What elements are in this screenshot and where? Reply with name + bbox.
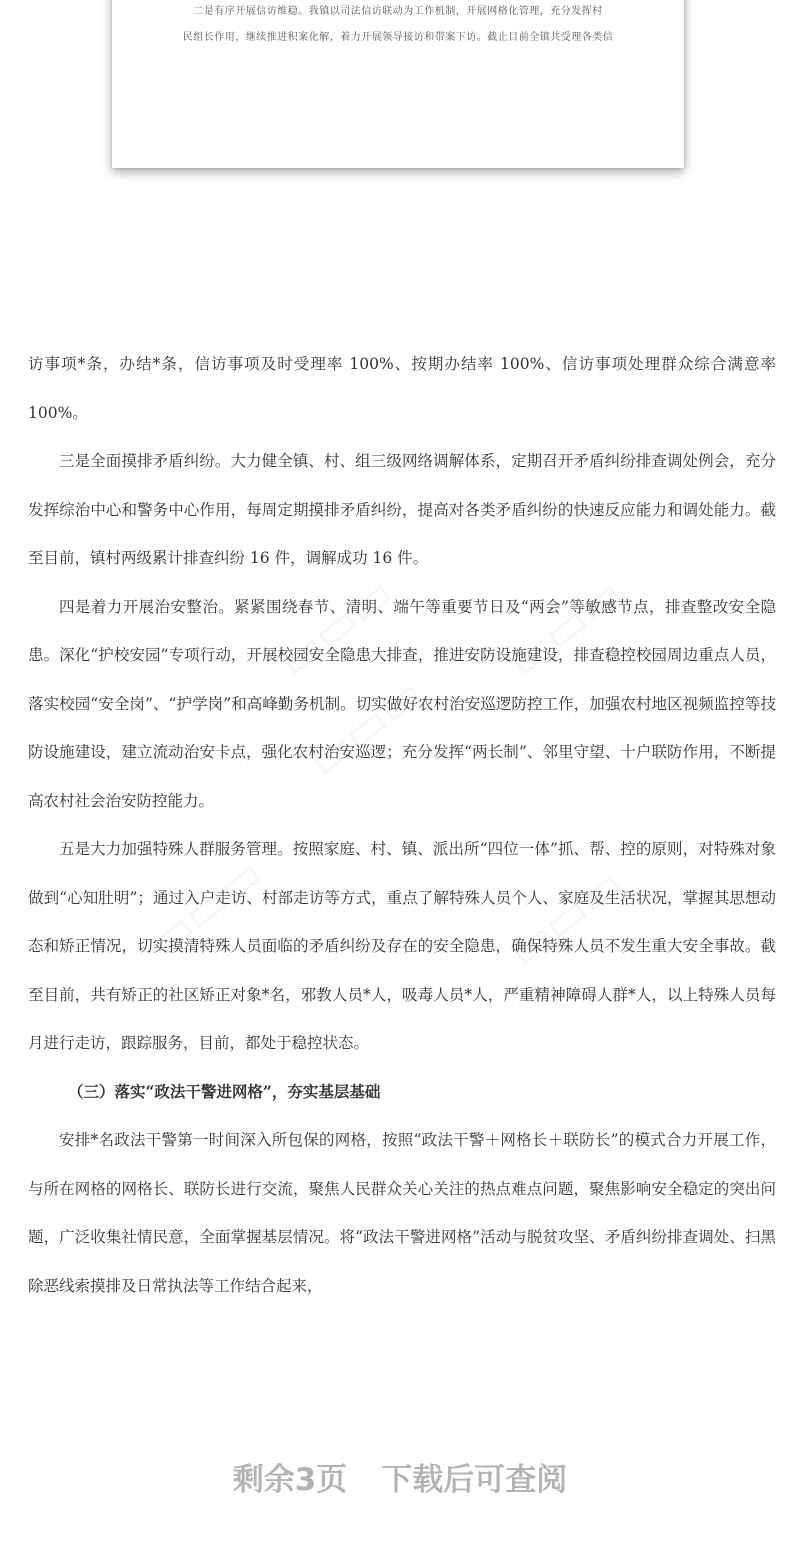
remaining-pages-label: 剩余3页 [232,1462,348,1498]
paragraph-special-population: 五是大力加强特殊人群服务管理。按照家庭、村、镇、派出所“四位一体”抓、帮、控的原则，对特殊对象做到“心知肚明”；通过入户走访、村部走访等方式，重点了解特殊人员个人、家庭及生活状况，掌握其思想动态和矫正情况，切实摸清特殊人员面临的矛盾纠纷及存在的安全隐患，确保特殊人员不发生重大安全事故。截至目前，共有矫正的社区矫正对象*名，邪教人员*人，吸毒人员*人，严重精神障碍人群*人，以上特殊人员每月进行走访，跟踪服务，目前，都处于稳控状态。 [28,840,776,1052]
paragraph-continuation: 访事项*条，办结*条，信访事项及时受理率 100%、按期办结率 100%、信访事项处理群众综合满意率 100%。 [28,355,776,422]
document-body [28,340,776,1310]
paragraph-security-rectification: 四是着力开展治安整治。紧紧围绕春节、清明、端午等重要节日及“两会”等敏感节点，排查整改安全隐患。深化“护校安园”专项行动，开展校园安全隐患大排查，推进安防设施建设，排查稳控校园周边重点人员，落实校园“安全岗”、“护学岗”和高峰勤务机制。切实做好农村治安巡逻防控工作，加强农村地区视频监控等技防设施建设，建立流动治安卡点，强化农村治安巡逻；充分发挥“两长制”、邻里守望、十户联防作用，不断提高农村社会治安防控能力。 [28,597,776,810]
download-prompt[interactable] [0,1454,800,1499]
preview-line-2: 民组长作用，继续推进积案化解，着力开展领导接访和带案下访。截止目前全镇共受理各类信 [182,32,614,43]
preview-line-1: 二是有序开展信访维稳。我镇以司法信访联动为工作机制，开展网格化管理，充分发挥村 [193,6,603,17]
previous-page-preview [112,0,684,168]
download-to-view-label: 下载后可查阅 [381,1462,568,1498]
paragraph-police-grid: 安排*名政法干警第一时间深入所包保的网格，按照“政法干警＋网格长＋联防长”的模式合力开展工作，与所在网格的网格长、联防长进行交流，聚焦人民群众关心关注的热点难点问题，聚焦影响安全稳定的突出问题，广泛收集社情民意，全面掌握基层情况。将“政法干警进网格”活动与脱贫攻坚、矛盾纠纷排查调处、扫黑除恶线索摸排及日常执法等工作结合起来， [28,1131,776,1295]
paragraph-dispute-screening: 三是全面摸排矛盾纠纷。大力健全镇、村、组三级网络调解体系，定期召开矛盾纠纷排查调处例会，充分发挥综治中心和警务中心作用，每周定期摸排矛盾纠纷，提高对各类矛盾纠纷的快速反应能力和调处能力。截至目前，镇村两级累计排查纠纷 16 件，调解成功 16 件。 [28,452,776,567]
section-heading: （三）落实“政法干警进网格”，夯实基层基础 [68,1081,381,1101]
